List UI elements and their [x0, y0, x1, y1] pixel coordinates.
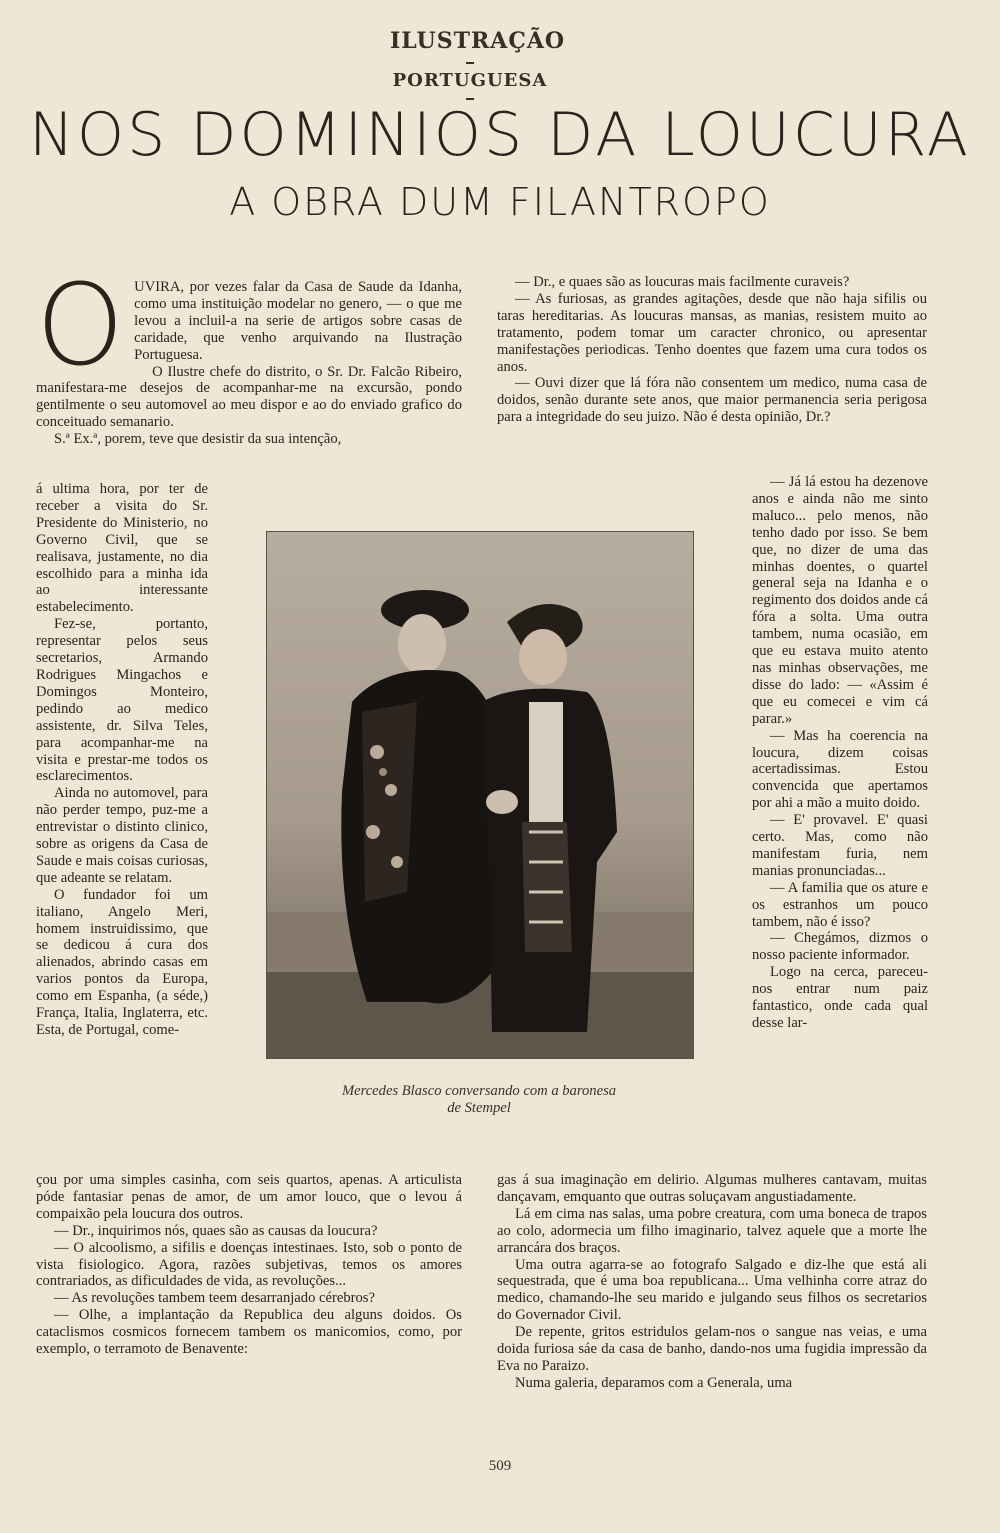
paragraph: Uma outra agarra-se ao fotografo Salgado e diz-lhe que está ali sequestrada, que é uma boa republicana... Uma velhinha corre atraz do medico, chamando-lhe seu marido e julgando seus filhos os secretarios do Governador Civil.	[497, 1256, 927, 1324]
page-number: 509	[488, 1458, 512, 1474]
paragraph: — Já lá estou ha dezenove anos e ainda não me sinto maluco... pelo menos, não tenho dado por isso. Se bem que, no dizer de uma das minhas doentes, o quartel general seja na Idanha e o regimento dos doidos ande cá fóra a solta. Uma outra tambem, numa ocasião, em que eu estava muito atento nas minhas observações, me disse do lado: — «Assim é que eu comecei e vim cá parar.»	[752, 474, 928, 727]
left-column-bottom	[36, 1172, 462, 1442]
paragraph: á ultima hora, por ter de receber a visita do Sr. Presidente do Ministerio, no Governo Civil, que se realisava, justamente, no dia escolhido para a minha ida ao interessante estabelecimento.	[36, 481, 208, 616]
left-column-narrow	[36, 481, 208, 1173]
paragraph: S.ª Ex.ª, porem, teve que desistir da sua intenção,	[54, 431, 342, 448]
caption-line2: de Stempel	[447, 1100, 511, 1116]
paragraph: çou por uma simples casinha, com seis quartos, apenas. A articulista póde fantasiar penas de amor, de um amor louco, que o levou á compaixão pela loucura dos outros.	[36, 1172, 462, 1222]
paragraph: — Dr., e quaes são as loucuras mais facilmente curaveis?	[515, 274, 850, 290]
paragraph: Ainda no automovel, para não perder tempo, puz-me a entrevistar o distinto clinico, sobre as origens da Casa de Saude e mais coisas curiosas, que adeante se relatam.	[36, 785, 208, 886]
right-column-bottom	[497, 1172, 927, 1442]
caption-line1: Mercedes Blasco conversando com a baronesa	[341, 1083, 617, 1099]
drop-cap: O	[36, 279, 125, 391]
photograph	[266, 531, 694, 1059]
right-column-top	[497, 274, 927, 476]
paragraph: — O alcoolismo, a sifilis e doenças intestinaes. Isto, sob o ponto de vista fisiologico. Agora, razões subjetivas, temos os amores contrariados, as dificuldades de vida, as revoluções...	[36, 1239, 462, 1290]
paragraph: — As revoluções tambem teem desarranjado cérebros?	[54, 1290, 375, 1307]
paragraph: — Mas ha coerencia na loucura, dizem coisas acertadissimas. Estou convencida que apertamos por ahi a mão a muito doido.	[752, 727, 928, 812]
paragraph: O Ilustre chefe do distrito, o Sr. Dr. Falcão Ribeiro, manifestara-me desejos de acompanhar-me na excursão, pondo gentilmente o seu automovel ao meu dispor e ao do enviado grafico do conceituado semanario.	[36, 363, 462, 431]
paragraph: O fundador foi um italiano, Angelo Meri, homem instruidissimo, que se dedicou á cura dos alienados, abrindo casas em varios pontos da Europa, como em Espanha, (a séde,) França, Italia, Inglaterra, etc. Esta, de Portugal, come-	[36, 886, 208, 1038]
paragraph: UVIRA, por vezes falar da Casa de Saude da Idanha, como uma instituição modelar no genero, — o que me levou a incluil-a na serie de artigos sobre casas de caridade, que venho arquivando na Ilustração Portuguesa.	[134, 279, 462, 363]
paragraph: — Olhe, a implantação da Republica deu alguns doidos. Os cataclismos cosmicos fornecem tambem os manicomios, como, por exemplo, o terramoto de Benavente:	[36, 1307, 462, 1358]
paragraph: Numa galeria, deparamos com a Generala, uma	[515, 1374, 793, 1391]
paragraph: Logo na cerca, pareceu-nos entrar num paiz fantastico, onde cada qual desse lar-	[752, 964, 928, 1031]
paragraph: gas á sua imaginação em delirio. Algumas mulheres cantavam, muitas dançavam, emquanto que outras soluçavam angustiadamente.	[497, 1172, 927, 1205]
paragraph: — Ouvi dizer que lá fóra não consentem um medico, numa casa de doidos, senão durante sete anos, que maior permanencia seria perigosa para a integridade do seu juizo. Não é desta opinião, Dr.?	[497, 375, 927, 426]
paragraph: Fez-se, portanto, representar pelos seus secretarios, Armando Rodrigues Mingachos e Domingos Monteiro, pedindo ao medico assistente, dr. Silva Teles, para acompanhar-me na visita e prestar-me todos os esclarecimentos.	[36, 616, 208, 785]
paragraph: — Chegámos, dizmos o nosso paciente informador.	[752, 930, 928, 964]
masthead-logo	[390, 28, 566, 108]
paragraph: — As furiosas, as grandes agitações, desde que não haja sifilis ou taras hereditarias. As loucuras mansas, as manias, resistem muito ao tratamento, podem tomar um caracter chronico, ou apresentar manifestações periodicas. Tenho doentes que fazem uma cura todos os anos.	[497, 290, 927, 375]
masthead-line1: ILUSTRAÇÃO	[390, 28, 566, 54]
masthead-line2: PORTUGUESA	[392, 70, 548, 91]
paragraph: — Dr., inquirimos nós, quaes são as causas da loucura?	[54, 1222, 378, 1239]
article-title: NOS DOMINIOS DA LOUCURA	[29, 100, 971, 170]
paragraph: Lá em cima nas salas, uma pobre creatura, com uma boneca de trapos ao colo, adormecia um filho imaginario, talvez aquele que a morte lhe arrancára dos braços.	[497, 1205, 927, 1256]
right-column-narrow	[752, 474, 928, 1174]
paragraph: — E' provavel. E' quasi certo. Mas, como não manifestam furia, nem manias pronunciadas...	[752, 812, 928, 879]
left-column-top	[36, 279, 462, 481]
photo-caption	[266, 1083, 692, 1117]
paragraph: — A familia que os ature e os estranhos um pouco tambem, não é isso?	[752, 879, 928, 930]
paragraph: De repente, gritos estridulos gelam-nos o sangue nas veias, e uma doida furiosa sáe da casa de banho, dando-nos uma fugidia impressão da Eva no Paraizo.	[497, 1324, 927, 1374]
article-subtitle: A OBRA DUM FILANTROPO	[229, 180, 771, 224]
photograph-illustration	[267, 532, 693, 1058]
